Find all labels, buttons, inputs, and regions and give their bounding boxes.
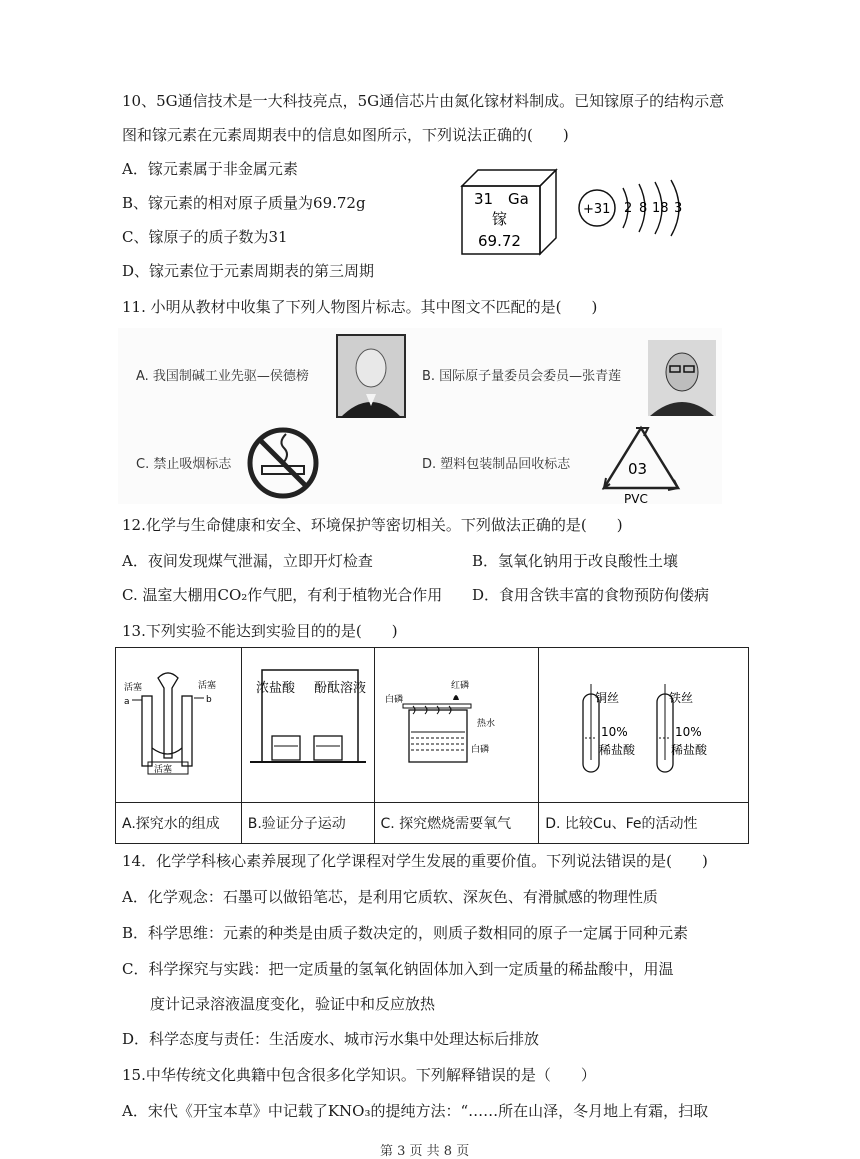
nucleus-charge: +31 <box>583 202 611 217</box>
svg-text:活塞: 活塞 <box>124 683 143 693</box>
svg-text:活塞: 活塞 <box>154 765 173 775</box>
q13-stem: 13.下列实验不能达到实验目的的是( ) <box>122 622 398 640</box>
q14-stem: 14．化学学科核心素养展现了化学课程对学生发展的重要价值。下列说法错误的是( ) <box>122 852 708 870</box>
exp-b-cell <box>241 648 374 803</box>
svg-text:酚酞溶液: 酚酞溶液 <box>313 681 366 696</box>
q15-option-a: A．宋代《开宝本草》中记载了KNO₃的提纯方法：“……所在山泽，冬月地上有霜，扫取 <box>122 1102 709 1120</box>
svg-text:活塞: 活塞 <box>198 681 217 691</box>
atom-structure-diagram <box>575 178 690 240</box>
svg-text:白磷: 白磷 <box>384 695 403 705</box>
q15-stem: 15.中华传统文化典籍中包含很多化学知识。下列解释错误的是（ ） <box>122 1066 596 1084</box>
q11-option-c: C. 禁止吸烟标志 <box>136 457 232 472</box>
exp-a-label: A.探究水的组成 <box>116 803 242 844</box>
recycle-number: 03 <box>628 460 648 478</box>
element-symbol: Ga <box>508 190 529 208</box>
page-footer: 第 3 页 共 8 页 <box>380 1144 470 1159</box>
combustion-diagram <box>375 648 537 798</box>
q12-option-d: D．食用含铁丰富的食物预防佝偻病 <box>472 586 710 604</box>
exp-d-label: D. 比较Cu、Fe的活动性 <box>539 803 749 844</box>
q14-option-c: C．科学探究与实践：把一定质量的氢氧化钠固体加入到一定质量的稀盐酸中，用温 <box>122 960 674 978</box>
svg-text:10%: 10% <box>601 725 628 739</box>
svg-text:a: a <box>124 697 130 707</box>
q13-experiment-table <box>115 647 749 844</box>
q14-option-a: A．化学观念：石墨可以做铅笔芯，是利用它质软、深灰色、有滑腻感的物理性质 <box>122 888 658 906</box>
q11-option-d: D. 塑料包装制品回收标志 <box>422 457 571 472</box>
element-name: 镓 <box>492 210 508 228</box>
svg-text:稀盐酸: 稀盐酸 <box>599 743 636 757</box>
q12-option-b: B．氢氧化钠用于改良酸性土壤 <box>472 552 679 570</box>
q12-option-a: A．夜间发现煤气泄漏，立即开灯检查 <box>122 552 373 570</box>
q14-option-c-cont: 度计记录溶液温度变化，验证中和反应放热 <box>150 995 436 1013</box>
no-smoking-sign-icon <box>244 426 322 500</box>
q14-option-d: D．科学态度与责任：生活废水、城市污水集中处理达标后排放 <box>122 1030 540 1048</box>
q11-option-a: A. 我国制碱工业先驱—侯德榜 <box>136 369 309 384</box>
exp-d-cell <box>539 648 749 803</box>
portrait-zhang-qinglian <box>648 340 716 416</box>
water-electrolysis-diagram <box>116 648 239 798</box>
svg-text:铁丝: 铁丝 <box>669 691 694 705</box>
q11-stem: 11. 小明从教材中收集了下列人物图片标志。其中图文不匹配的是( ) <box>122 298 598 316</box>
q12-option-c: C. 温室大棚用CO₂作气肥，有利于植物光合作用 <box>122 586 443 604</box>
svg-text:10%: 10% <box>675 725 702 739</box>
q11-option-b: B. 国际原子量委员会委员—张青莲 <box>422 369 622 384</box>
svg-text:b: b <box>206 695 212 705</box>
q14-option-b: B．科学思维：元素的种类是由质子数决定的，则质子数相同的原子一定属于同种元素 <box>122 924 689 942</box>
exp-b-label: B.验证分子运动 <box>241 803 374 844</box>
q12-stem: 12.化学与生命健康和安全、环境保护等密切相关。下列做法正确的是( ) <box>122 516 623 534</box>
shell-3: 18 <box>652 201 669 216</box>
svg-text:稀盐酸: 稀盐酸 <box>671 743 708 757</box>
recycle-label: PVC <box>624 492 648 504</box>
svg-text:浓盐酸: 浓盐酸 <box>255 681 295 696</box>
exp-c-cell <box>374 648 539 803</box>
shell-4: 3 <box>674 201 683 216</box>
q10-option-a: A．镓元素属于非金属元素 <box>122 160 298 178</box>
q10-option-c: C、镓原子的质子数为31 <box>122 228 288 246</box>
shell-1: 2 <box>624 201 633 216</box>
svg-text:热水: 热水 <box>476 719 495 729</box>
recycle-sign-icon <box>596 424 686 504</box>
q10-option-d: D、镓元素位于元素周期表的第三周期 <box>122 262 375 280</box>
q10-stem-line1: 10、5G通信技术是一大科技亮点，5G通信芯片由氮化镓材料制成。已知镓原子的结构示意 <box>122 92 725 110</box>
portrait-hou-debang <box>336 334 406 418</box>
molecule-motion-diagram <box>242 648 372 798</box>
q10-stem-line2: 图和镓元素在元素周期表中的信息如图所示，下列说法正确的( ) <box>122 126 569 144</box>
metal-activity-diagram <box>539 648 746 798</box>
q11-image-panel <box>118 328 722 504</box>
element-info-box <box>460 168 560 256</box>
svg-text:铜丝: 铜丝 <box>595 691 620 705</box>
element-mass: 69.72 <box>478 232 521 250</box>
element-number: 31 <box>474 190 494 208</box>
svg-text:红磷: 红磷 <box>450 681 469 691</box>
shell-2: 8 <box>639 201 648 216</box>
svg-text:白磷: 白磷 <box>470 745 489 755</box>
exp-c-label: C. 探究燃烧需要氧气 <box>374 803 539 844</box>
q10-option-b: B、镓元素的相对原子质量为69.72g <box>122 194 366 212</box>
exp-a-cell <box>116 648 242 803</box>
